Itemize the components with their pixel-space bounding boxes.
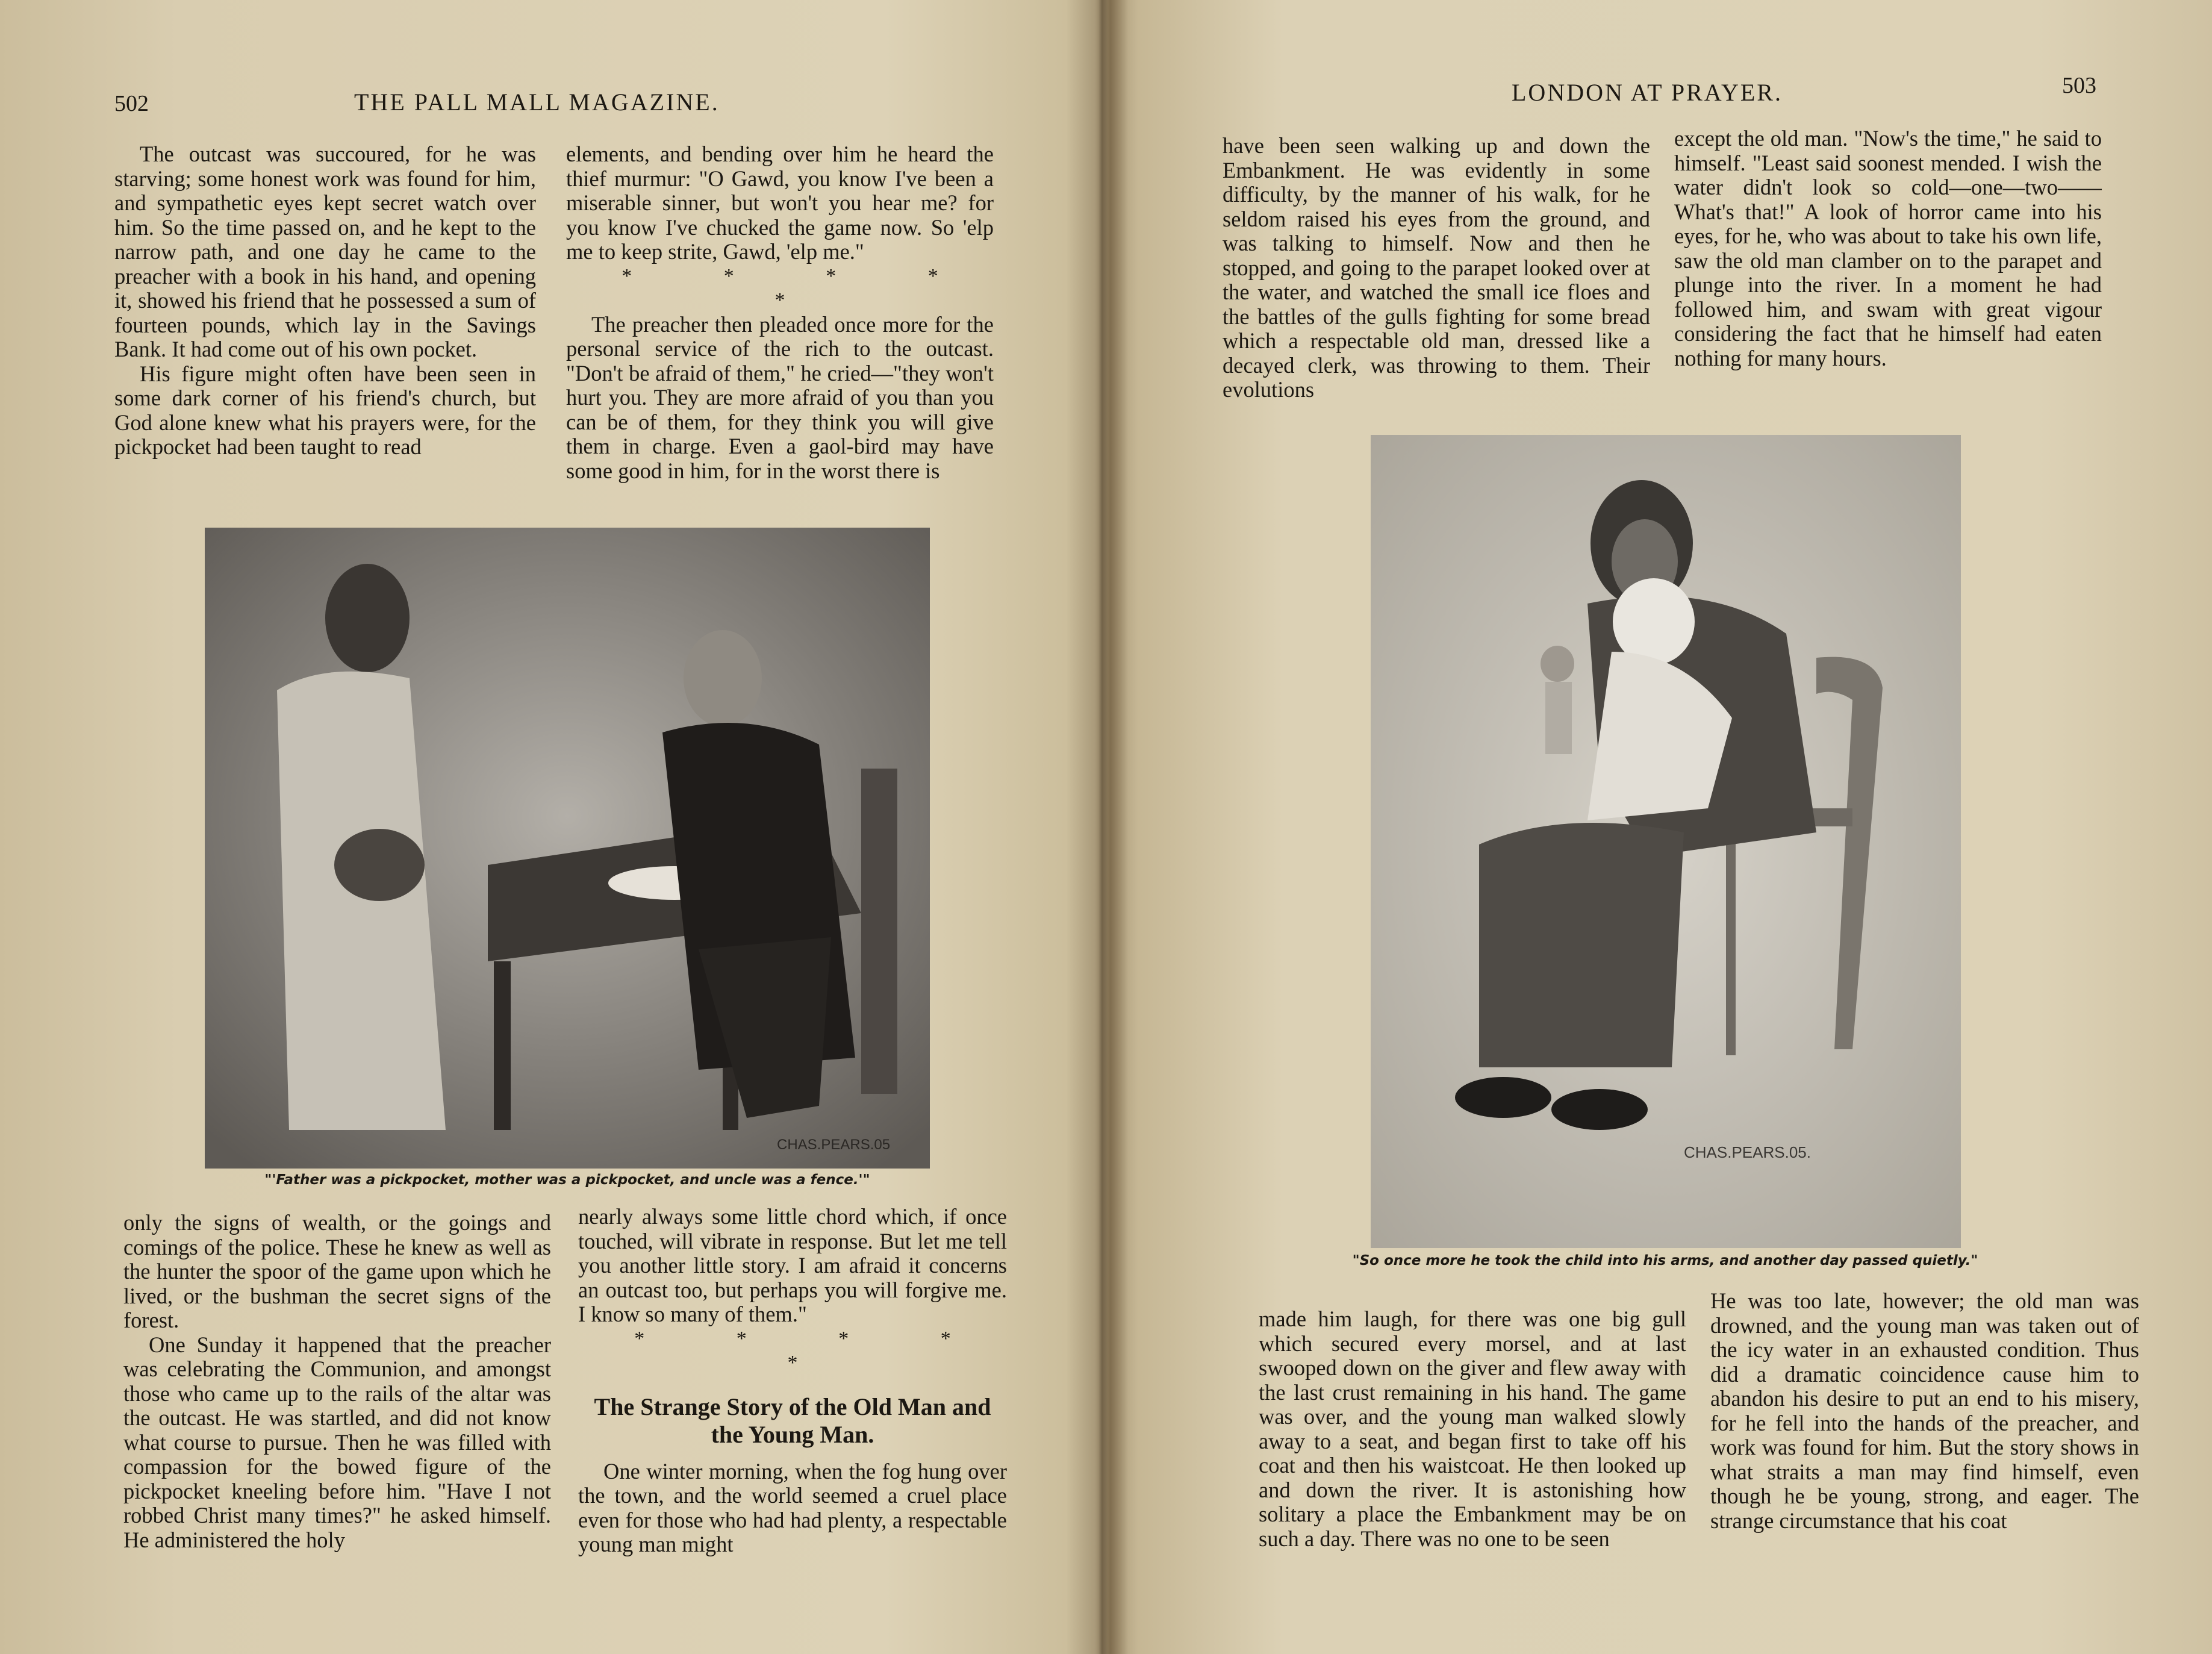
illustration-pickpocket-and-preacher [205, 528, 930, 1169]
left-page-number: 502 [114, 91, 149, 116]
paragraph: The outcast was succoured, for he was starving; some honest work was found for him, and sympathetic eyes kept secret watch over him. So the time passed on, and he kept to the narrow path, and one day he came to the preacher with a book in his hand, and opening it, showed his friend that he possessed a sum of fourteen pounds, which lay in the Savings Bank. It had come out of his own pocket. [114, 142, 536, 361]
left-illustration-caption: "'Father was a pickpocket, mother was a pickpocket, and uncle was a fence.'" [264, 1172, 870, 1188]
paragraph: only the signs of wealth, or the goings and comings of the police. These he knew as well as the hunter the spoor of the game upon which he lived, or the bushman the secret signs of the forest. [123, 1211, 551, 1332]
illustration-old-man-with-child [1371, 435, 1961, 1248]
section-break-stars: * * * * * [634, 1327, 994, 1374]
paragraph: made him laugh, for there was one big gull which secured every morsel, and at last swooped down on the giver and flew away with the last crust remaining in his hand. The game was over, and the young man walked slowly away to a seat, and began first to take off his coat and then his waistcoat. He then looked up and down the river. It is astonishing how solitary a place the Embankment may be on such a day. There was no one to be seen [1259, 1307, 1686, 1551]
paragraph: elements, and bending over him he heard the thief murmur: "O Gawd, you know I've been a miserable sinner, but won't you hear me? for you know I've chucked the game now. So 'elp me to keep strite, Gawd, 'elp me." [566, 142, 994, 264]
right-col1-bottom [1259, 1307, 1686, 1584]
paragraph: except the old man. "Now's the time," he said to himself. "Least said soonest mended. I wish the water didn't look so cold—one—two—— What's that!" A look of horror came into his eyes, for he, who was about to take his own life, saw the old man clamber on to the parapet and plunge into the river. In a moment he had followed him, and swam with great vigour considering the fact that he himself had eaten nothing for many hours. [1674, 126, 2102, 370]
paragraph: His figure might often have been seen in some dark corner of his friend's church, but God alone knew what his prayers were, for the pickpocket had been taught to read [114, 361, 536, 459]
right-page-number: 503 [2062, 73, 2096, 98]
right-col1-top [1223, 134, 1650, 417]
paragraph: have been seen walking up and down the Embankment. He was evidently in some difficulty, by the manner of his walk, for he seldom raised his eyes from the ground, and was talking to himself. Now and then he stopped, and going to the parapet looked over at the water, and watched the small ice floes and the battles of the gulls fighting for some bread which a respectable old man, dressed like a decayed clerk, was throwing to them. Their evolutions [1223, 134, 1650, 402]
paragraph: One winter morning, when the fog hung over the town, and the world seemed a cruel place even for those who had had plenty, a respectable young man might [578, 1458, 1007, 1556]
book-gutter [1066, 0, 1138, 1654]
left-col2-top [566, 142, 994, 516]
story-subheading: The Strange Story of the Old Man and the Young Man. [594, 1393, 991, 1448]
left-col1-bottom [123, 1211, 551, 1578]
right-col2-bottom [1710, 1289, 2139, 1578]
illustration-signature: CHAS.PEARS.05. [1684, 1143, 1811, 1161]
paragraph: The preacher then pleaded once more for the personal service of the rich to the outcast. "Don't be afraid of them," he cried—"they won't hurt you. They are more afraid of you than you can be of them, for they think you will give them in charge. Even a gaol-bird may have some good in him, for in the worst there is [566, 311, 994, 483]
left-col1-top [114, 142, 536, 516]
paragraph: nearly always some little chord which, if once touched, will vibrate in response. But let me tell you another little story. I am afraid it concerns an outcast too, but perhaps you will forgive me. I know so many of them." [578, 1205, 1007, 1326]
illustration-signature: CHAS.PEARS.05 [777, 1137, 891, 1153]
paragraph: He was too late, however; the old man was drowned, and the young man was taken out of the icy water in an exhausted condition. Thus did a dramatic coincidence cause him to abandon his desire to put an end to his misery, for he fell into the hands of the preacher, and work was found for him. But the story shows in what straits a man may find himself, even though he be young, strong, and eager. The strange circumstance that his coat [1710, 1289, 2139, 1533]
right-illustration-caption: "So once more he took the child into his arms, and another day passed quietly." [1352, 1253, 1978, 1269]
right-col2-top [1674, 126, 2102, 404]
left-col2-bottom [578, 1205, 1007, 1578]
paragraph: One Sunday it happened that the preacher was celebrating the Communion, and amongst those who came up to the rails of the altar was the outcast. He was startled, and did not know what course to pursue. Then he was filled with compassion for the bowed figure of the pickpocket kneeling before him. "Have I not robbed Christ many times?" he asked himself. He administered the holy [123, 1332, 551, 1552]
left-running-head: THE PALL MALL MAGAZINE. [354, 89, 720, 116]
section-break-stars: * * * * * [622, 264, 982, 311]
right-running-head: LONDON AT PRAYER. [1512, 79, 1783, 106]
